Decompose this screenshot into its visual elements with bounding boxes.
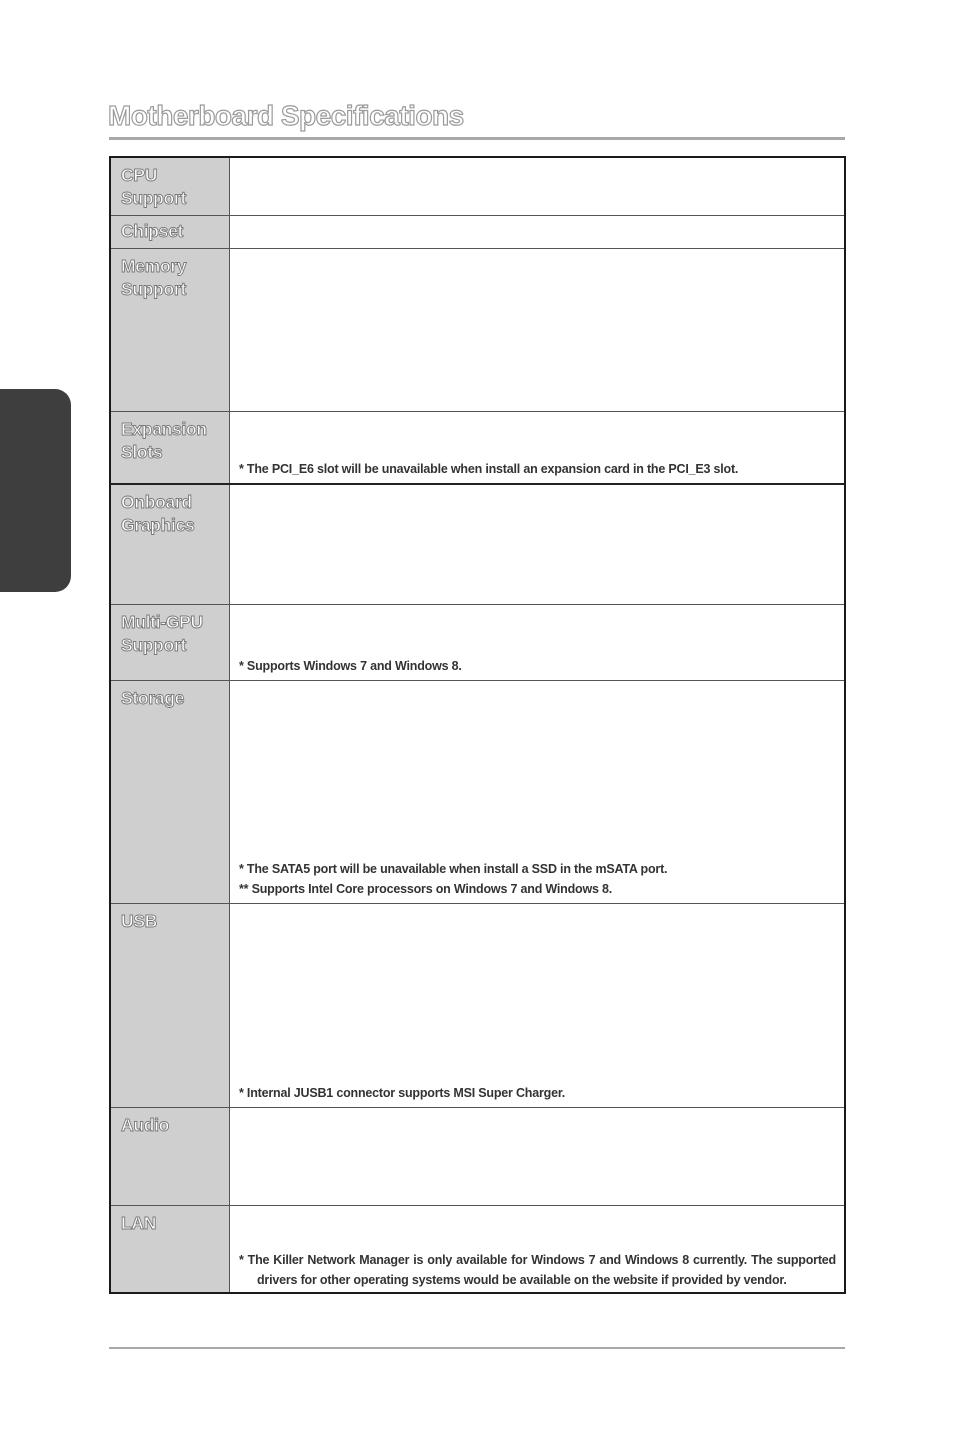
page-title: Motherboard Specifications <box>108 100 464 131</box>
row-label: Multi-GPU <box>121 612 203 632</box>
row-content <box>230 158 844 215</box>
footnote-line: * The PCI_E6 slot will be unavailable when install an expansion card in the PCI_E3 slot. <box>239 462 739 476</box>
spec-row-chipset <box>111 216 844 249</box>
spec-table <box>109 156 846 1294</box>
spec-row-lan <box>111 1206 844 1294</box>
row-content <box>230 1108 844 1205</box>
row-label: Support <box>121 279 186 299</box>
footnote-line: * The SATA5 port will be unavailable when install a SSD in the mSATA port. <box>239 862 668 876</box>
chapter-side-tab <box>0 389 71 592</box>
row-label: Storage <box>121 688 185 708</box>
row-label-cell <box>111 1206 230 1294</box>
row-label-cell <box>111 605 230 680</box>
row-content <box>230 1206 844 1294</box>
footnote-line: ** Supports Intel Core processors on Windows 7 and Windows 8. <box>239 882 613 896</box>
footnote <box>239 656 836 676</box>
row-label: USB <box>121 911 158 931</box>
spec-row-usb <box>111 904 844 1108</box>
row-label: Support <box>121 188 186 208</box>
row-label: Audio <box>121 1115 170 1135</box>
row-content <box>230 605 844 680</box>
spec-row-memory <box>111 249 844 412</box>
row-label-cell <box>111 904 230 1107</box>
row-label-cell <box>111 1108 230 1205</box>
row-label-cell <box>111 681 230 903</box>
row-label-cell <box>111 216 230 248</box>
spec-row-multi-gpu <box>111 605 844 681</box>
row-label-cell <box>111 485 230 604</box>
footnote <box>239 859 836 899</box>
row-label-cell <box>111 412 230 483</box>
spec-row-audio <box>111 1108 844 1206</box>
footer-rule <box>109 1347 845 1349</box>
row-label: Graphics <box>121 515 195 535</box>
row-content <box>230 216 844 248</box>
row-label: Chipset <box>121 221 184 241</box>
spec-row-storage <box>111 681 844 904</box>
footnote <box>239 1250 836 1290</box>
footnote-line: * Supports Windows 7 and Windows 8. <box>239 659 462 673</box>
spec-row-cpu <box>111 158 844 216</box>
row-content <box>230 681 844 903</box>
footnote-line: * The Killer Network Manager is only available for Windows 7 and Windows 8 currently. The supported drivers for other operating systems would be available on the website if provided by vendor. <box>239 1253 836 1287</box>
row-content <box>230 249 844 411</box>
row-label: LAN <box>121 1213 157 1233</box>
row-label-cell <box>111 249 230 411</box>
row-content <box>230 485 844 604</box>
footnote <box>239 1083 836 1103</box>
row-label: Memory <box>121 256 187 276</box>
row-label: Support <box>121 635 186 655</box>
footnote <box>239 459 836 479</box>
row-label: Expansion <box>121 419 207 439</box>
spec-row-onboard-graphics <box>111 485 844 605</box>
row-content <box>230 412 844 483</box>
row-label: CPU <box>121 165 158 185</box>
row-label-cell <box>111 158 230 215</box>
row-content <box>230 904 844 1107</box>
footnote-line: * Internal JUSB1 connector supports MSI Super Charger. <box>239 1086 566 1100</box>
row-label: Onboard <box>121 492 192 512</box>
row-label: Slots <box>121 442 163 462</box>
title-rule <box>109 137 845 140</box>
spec-row-expansion-slots <box>111 412 844 485</box>
